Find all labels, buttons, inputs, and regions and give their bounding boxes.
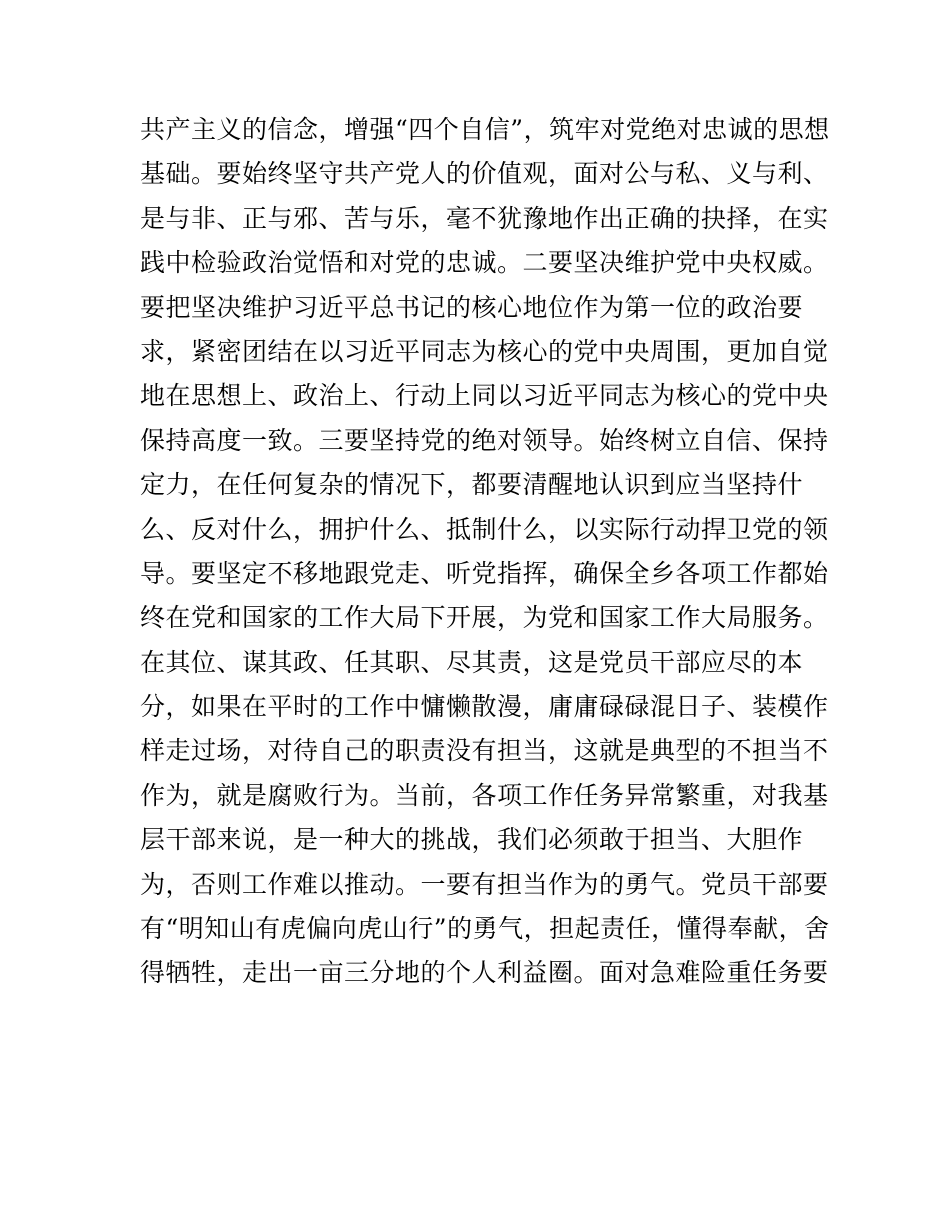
text-line-13: 在其位、谋其政、任其职、尽其责，这是党员干部应尽的本 — [140, 647, 804, 677]
text-line-19: 有“明知山有虎偏向虎山行”的勇气，担起责任，懂得奉献，舍 — [140, 914, 830, 944]
text-line-9: 定力，在任何复杂的情况下，都要清醒地认识到应当坚持什 — [140, 470, 804, 500]
text-line-15: 样走过场，对待自己的职责没有担当，这就是典型的不担当不 — [140, 736, 829, 766]
text-line-7: 地在思想上、政治上、行动上同以习近平同志为核心的党中央 — [140, 381, 829, 411]
text-line-1: 共产主义的信念，增强“四个自信”，筑牢对党绝对忠诚的思想 — [140, 115, 830, 144]
text-line-11: 导。要坚定不移地跟党走、听党指挥，确保全乡各项工作都始 — [140, 558, 829, 588]
text-line-3: 是与非、正与邪、苦与乐，毫不犹豫地作出正确的抉择，在实 — [140, 203, 829, 233]
text-line-17: 层干部来说，是一种大的挑战，我们必须敢于担当、大胆作 — [140, 825, 804, 855]
text-line-10: 么、反对什么，拥护什么、抵制什么，以实际行动捍卫党的领 — [140, 514, 829, 544]
text-line-2: 基础。要始终坚守共产党人的价值观，面对公与私、义与利、 — [140, 159, 829, 189]
text-line-4: 践中检验政治觉悟和对党的忠诚。二要坚决维护党中央权威。 — [140, 248, 829, 278]
text-line-18: 为，否则工作难以推动。一要有担当作为的勇气。党员干部要 — [140, 869, 829, 899]
text-line-12: 终在党和国家的工作大局下开展，为党和国家工作大局服务。 — [140, 603, 829, 633]
text-line-6: 求，紧密团结在以习近平同志为核心的党中央周围，更加自觉 — [140, 336, 829, 366]
text-line-20: 得牺牲，走出一亩三分地的个人利益圈。面对急难险重任务要 — [140, 958, 829, 988]
text-line-8: 保持高度一致。三要坚持党的绝对领导。始终树立自信、保持 — [140, 425, 829, 455]
text-line-14: 分，如果在平时的工作中慵懒散漫，庸庸碌碌混日子、装模作 — [140, 692, 829, 722]
text-line-5: 要把坚决维护习近平总书记的核心地位作为第一位的政治要 — [140, 292, 804, 322]
text-line-16: 作为，就是腐败行为。当前，各项工作任务异常繁重，对我基 — [140, 780, 829, 810]
body-text — [140, 108, 830, 996]
